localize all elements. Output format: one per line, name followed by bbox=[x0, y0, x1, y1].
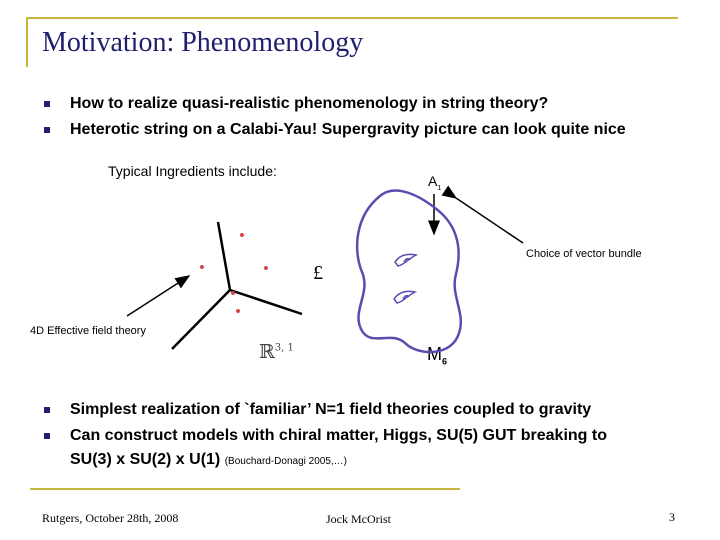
point-dot bbox=[236, 309, 240, 313]
effective-theory-arrow bbox=[127, 276, 189, 316]
point-dot bbox=[264, 266, 268, 270]
bullet-text: Can construct models with chiral matter, Higgs, SU(5) GUT breaking to bbox=[70, 427, 607, 444]
point-dot bbox=[240, 233, 244, 237]
axis-line bbox=[218, 222, 230, 290]
handle-icon bbox=[395, 254, 416, 266]
footer-rule bbox=[30, 488, 460, 490]
handle-icon bbox=[394, 291, 415, 303]
manifold-symbol: $M_6$ bbox=[427, 344, 448, 367]
bullet-marker bbox=[44, 433, 50, 439]
axis-line bbox=[230, 290, 302, 314]
calabi-yau-outline bbox=[357, 191, 461, 353]
bullet-text: Heterotic string on a Calabi-Yau! Supergravity picture can look quite nice bbox=[70, 121, 626, 138]
point-dot bbox=[231, 291, 235, 295]
lagrangian-symbol: £ bbox=[313, 262, 323, 284]
point-dot bbox=[200, 265, 204, 269]
axis-line bbox=[172, 290, 230, 349]
footer-venue-date: Rutgers, October 28th, 2008 bbox=[42, 511, 179, 525]
bundle-pointer-arrow bbox=[456, 198, 523, 243]
bullet-text: How to realize quasi-realistic phenomenology in string theory? bbox=[70, 95, 549, 112]
bullet-text: Simplest realization of `familiar’ N=1 field theories coupled to gravity bbox=[70, 401, 592, 418]
bullet-text-continued: SU(3) x SU(2) x U(1) (Bouchard-Donagi 2005,…) bbox=[70, 451, 347, 468]
footer-author: Jock McOrist bbox=[326, 512, 391, 526]
effective-theory-caption: 4D Effective field theory bbox=[30, 325, 146, 337]
ingredients-label: Typical Ingredients include: bbox=[108, 163, 277, 179]
slide-title: Motivation: Phenomenology bbox=[42, 27, 364, 58]
citation: (Bouchard-Donagi 2005,…) bbox=[224, 456, 347, 467]
spacetime-symbol: ℝ$^{3, 1}$ bbox=[259, 341, 294, 363]
bundle-caption: Choice of vector bundle bbox=[526, 248, 642, 260]
page-number: 3 bbox=[669, 510, 675, 524]
bundle-symbol: $A_1$ bbox=[428, 173, 442, 192]
bullet-marker bbox=[44, 407, 50, 413]
